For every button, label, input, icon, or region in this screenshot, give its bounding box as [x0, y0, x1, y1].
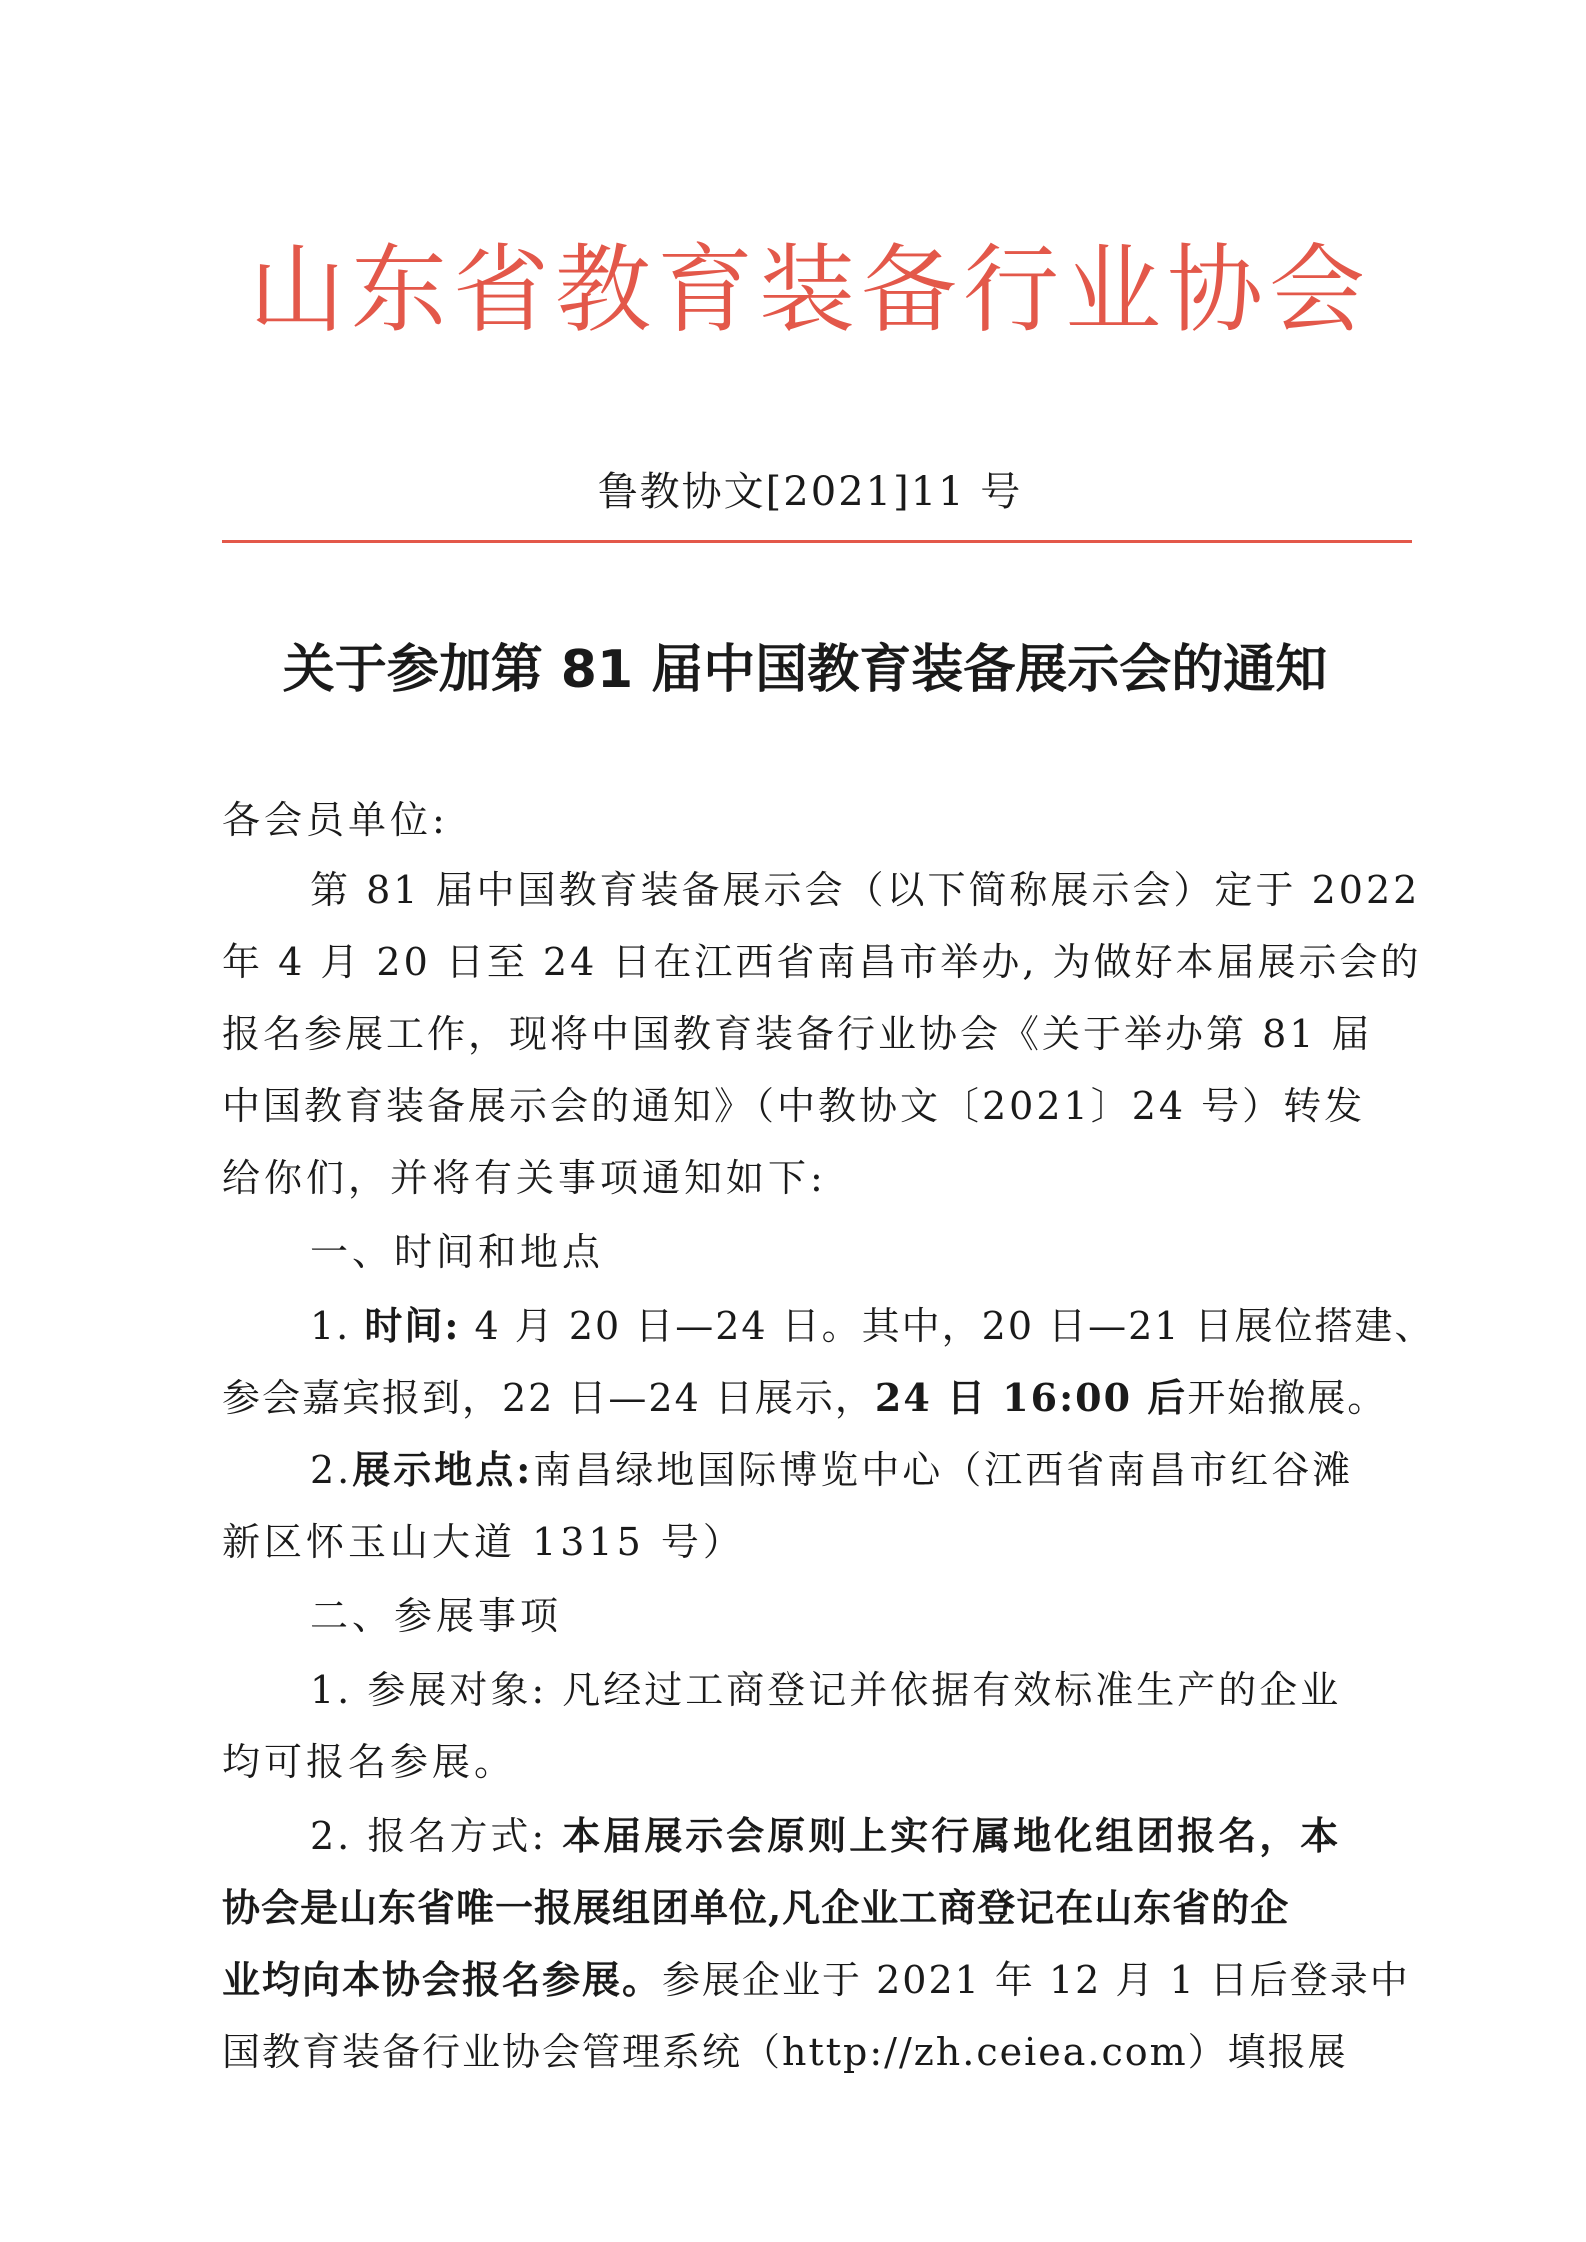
time-detail-2b: 开始撤展。	[1187, 1376, 1388, 1420]
paragraph1-line2: 年 4 月 20 日至 24 日在江西省南昌市举办, 为做好本届展示会的	[222, 940, 1422, 984]
doc-number: 鲁教协文[2021]11 号	[597, 469, 1023, 515]
place-line2: 新区怀玉山大道 1315 号）	[222, 1520, 745, 1564]
item1-line2: 均可报名参展。	[222, 1740, 517, 1784]
item2-bold-3: 业均向本协会报名参展。	[222, 1957, 663, 2002]
item2-bold-1: 本届展示会原则上实行属地化组团报名，本	[562, 1813, 1342, 1858]
item2-detail-3: 参展企业于 2021 年 12 月 1 日后登录中	[662, 1958, 1410, 2002]
item1-line1: 1. 参展对象: 凡经过工商登记并依据有效标准生产的企业	[310, 1668, 1342, 1712]
time-line2	[222, 1368, 1387, 1428]
salutation: 各会员单位:	[222, 798, 449, 842]
paragraph1-line5: 给你们，并将有关事项通知如下:	[222, 1156, 827, 1200]
place-line1	[310, 1440, 1353, 1500]
paragraph1-line3: 报名参展工作，现将中国教育装备行业协会《关于举办第 81 届	[222, 1012, 1373, 1056]
item2-line3	[222, 1950, 1410, 2010]
org-letterhead: 山东省教育装备行业协会	[249, 234, 1371, 346]
section1-heading: 一、时间和地点	[310, 1230, 605, 1274]
teardown-time: 24 日 16:00 后	[874, 1375, 1188, 1420]
time-number: 1.	[310, 1304, 351, 1348]
time-line1	[310, 1296, 1435, 1356]
red-divider	[222, 540, 1412, 543]
item2-line2	[222, 1878, 1289, 1938]
item2-bold-2: 协会是山东省唯一报展组团单位,凡企业工商登记在山东省的企	[222, 1885, 1290, 1930]
time-label: 时间:	[364, 1303, 461, 1348]
paragraph1-line1: 第 81 届中国教育装备展示会（以下简称展示会）定于 2022	[310, 868, 1421, 912]
time-detail-2a: 参会嘉宾报到，22 日—24 日展示，	[222, 1376, 875, 1420]
place-label: 展示地点:	[352, 1447, 534, 1492]
place-detail: 南昌绿地国际博览中心（江西省南昌市红谷滩	[533, 1448, 1354, 1492]
section2-heading: 二、参展事项	[310, 1594, 563, 1638]
place-number: 2.	[310, 1448, 353, 1492]
page-title: 关于参加第 81 届中国教育装备展示会的通知	[282, 640, 1328, 700]
paragraph1-line4: 中国教育装备展示会的通知》（中教协文〔2021〕24 号）转发	[222, 1084, 1366, 1128]
item2-line4: 国教育装备行业协会管理系统（http://zh.ceiea.com）填报展	[222, 2030, 1348, 2074]
time-detail: 4 月 20 日—24 日。其中，20 日—21 日展位搭建、	[474, 1304, 1435, 1348]
item2-prefix: 2. 报名方式:	[310, 1814, 548, 1858]
item2-line1	[310, 1806, 1341, 1866]
